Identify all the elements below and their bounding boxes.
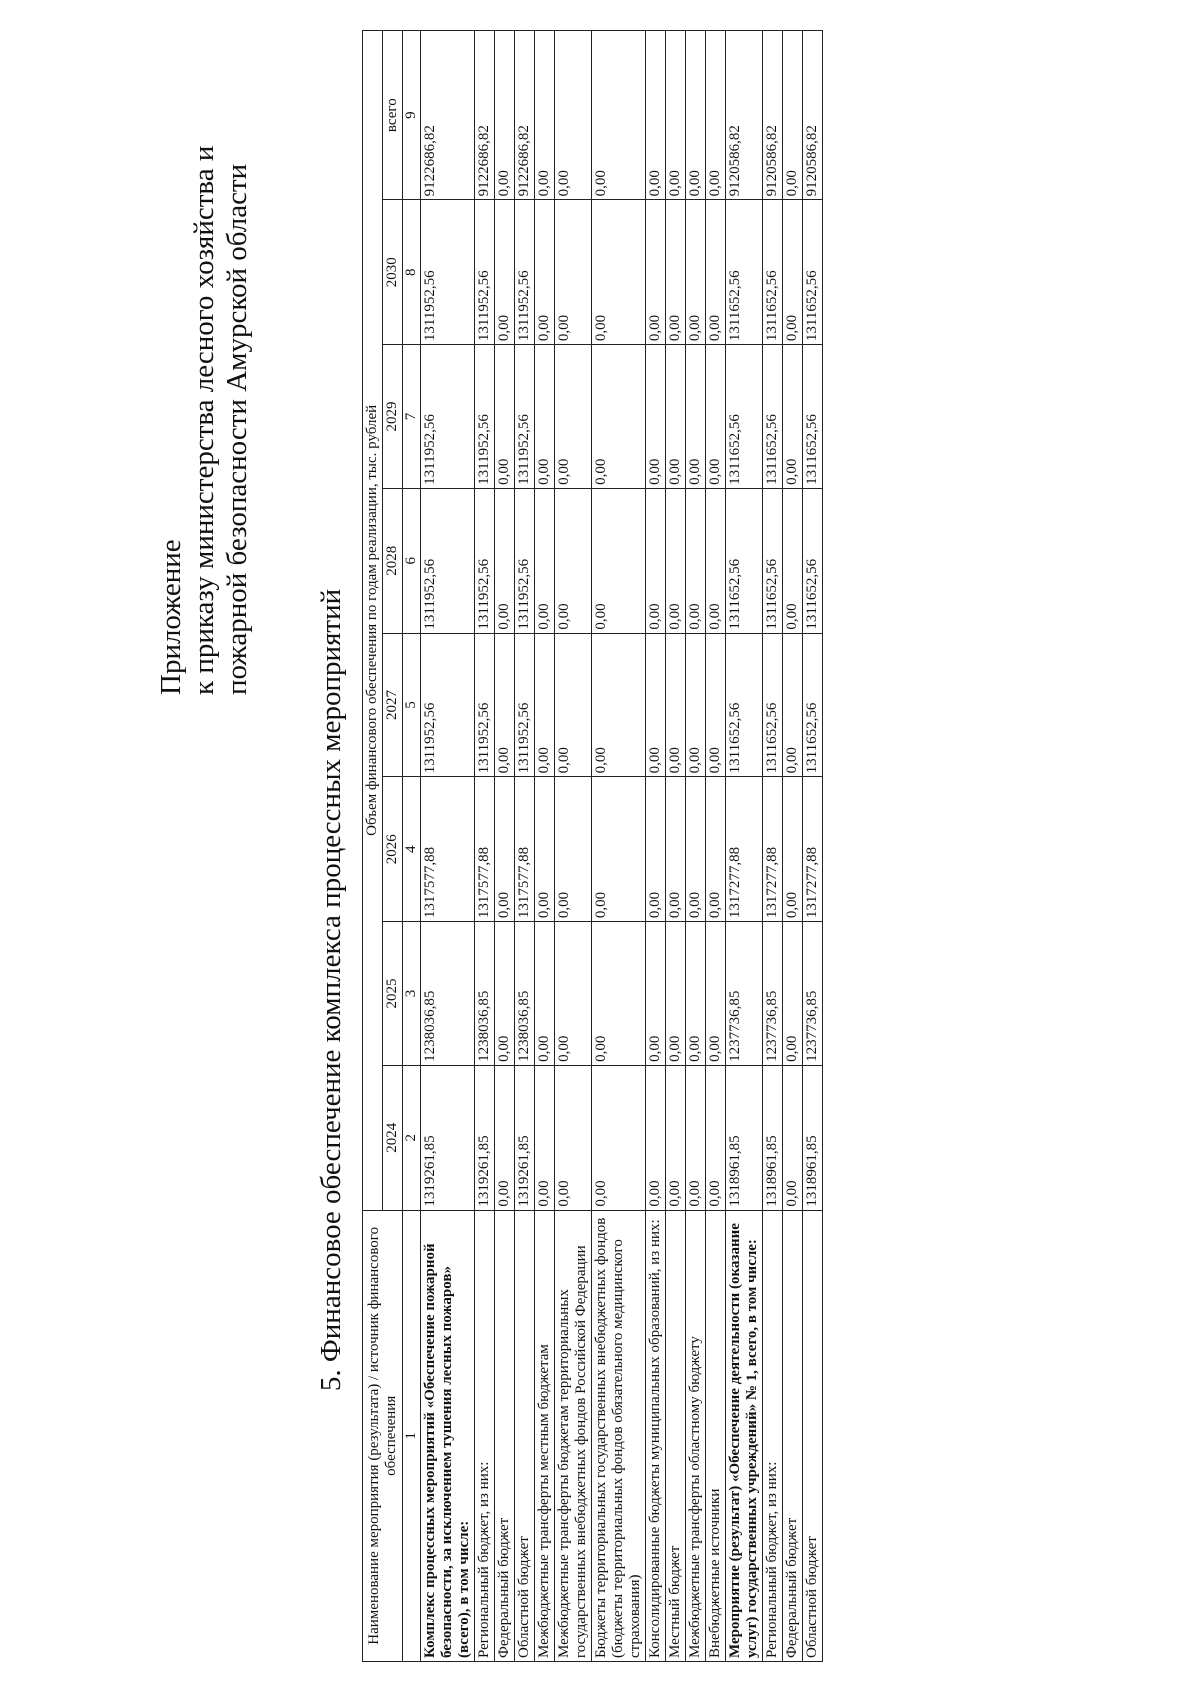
column-number: 2 [403, 1065, 421, 1210]
value-cell: 1311952,56 [475, 200, 495, 345]
column-number: 7 [403, 345, 421, 489]
table-row [706, 31, 726, 1662]
value-cell: 0,00 [783, 31, 803, 200]
value-cell: 0,00 [495, 488, 515, 633]
year-header: 2025 [383, 922, 403, 1066]
row-label: Местный бюджет [666, 1210, 686, 1661]
value-cell: 1311952,56 [515, 633, 535, 777]
value-cell: 0,00 [592, 488, 646, 633]
value-cell: 1311652,56 [726, 633, 763, 777]
value-cell: 1311952,56 [421, 633, 475, 777]
table-row [555, 31, 592, 1662]
table-row [666, 31, 686, 1662]
group-header: Объем финансового обеспечения по годам реализации, тыс. рублей [363, 31, 383, 1211]
value-cell: 0,00 [666, 31, 686, 200]
value-cell: 9120586,82 [803, 31, 823, 200]
value-cell: 0,00 [592, 633, 646, 777]
section-heading: 5. Финансовое обеспечение комплекса процессных мероприятий [315, 588, 347, 1392]
value-cell: 1311652,56 [726, 488, 763, 633]
value-cell: 1317577,88 [515, 777, 535, 922]
value-cell: 1311952,56 [515, 345, 535, 489]
column-number: 6 [403, 488, 421, 633]
value-cell: 0,00 [666, 777, 686, 922]
table-row [783, 31, 803, 1662]
value-cell: 0,00 [706, 633, 726, 777]
appendix-title: Приложение [155, 539, 187, 695]
value-cell: 0,00 [555, 31, 592, 200]
value-cell: 1311952,56 [515, 200, 535, 345]
value-cell: 0,00 [706, 1065, 726, 1210]
value-cell: 0,00 [592, 922, 646, 1066]
value-cell: 1311952,56 [515, 488, 535, 633]
column-number: 8 [403, 200, 421, 345]
value-cell: 0,00 [495, 633, 515, 777]
value-cell: 0,00 [646, 1065, 666, 1210]
value-cell: 1318961,85 [726, 1065, 763, 1210]
value-cell: 0,00 [666, 488, 686, 633]
row-label: Межбюджетные трансферты бюджетам территориальных государственных внебюджетных фондов Российской Федерации [555, 1210, 592, 1661]
name-header: Наименование мероприятия (результата) / источник финансового обеспечения [363, 1210, 403, 1661]
value-cell: 0,00 [555, 200, 592, 345]
value-cell: 9122686,82 [475, 31, 495, 200]
value-cell: 0,00 [783, 200, 803, 345]
appendix-ministry-line: пожарной безопасности Амурской области [221, 163, 253, 695]
value-cell: 0,00 [535, 200, 555, 345]
value-cell: 1311652,56 [726, 345, 763, 489]
value-cell: 0,00 [783, 633, 803, 777]
table-row [515, 31, 535, 1662]
column-number: 9 [403, 31, 421, 200]
value-cell: 0,00 [686, 1065, 706, 1210]
row-label: Федеральный бюджет [495, 1210, 515, 1661]
value-cell: 1311652,56 [803, 633, 823, 777]
value-cell: 1319261,85 [475, 1065, 495, 1210]
table-row [646, 31, 666, 1662]
value-cell: 0,00 [495, 777, 515, 922]
row-label: Мероприятие (результат) «Обеспечение деятельности (оказание услуг) государственных учреждений» № 1, всего, в том числе: [726, 1210, 763, 1661]
value-cell: 0,00 [706, 922, 726, 1066]
value-cell: 0,00 [592, 777, 646, 922]
value-cell: 9120586,82 [726, 31, 763, 200]
value-cell: 1311652,56 [763, 488, 783, 633]
value-cell: 0,00 [706, 345, 726, 489]
value-cell: 1311952,56 [475, 488, 495, 633]
value-cell: 0,00 [535, 922, 555, 1066]
row-label: Комплекс процессных мероприятий «Обеспечение пожарной безопасности, за исключением тушения лесных пожаров» (всего), в том числе: [421, 1210, 475, 1661]
year-header: 2028 [383, 488, 403, 633]
value-cell: 1311652,56 [763, 345, 783, 489]
value-cell: 0,00 [666, 922, 686, 1066]
value-cell: 0,00 [783, 777, 803, 922]
table-row [686, 31, 706, 1662]
value-cell: 0,00 [646, 777, 666, 922]
value-cell: 0,00 [535, 1065, 555, 1210]
value-cell: 9122686,82 [515, 31, 535, 200]
financing-table [362, 30, 823, 1662]
value-cell: 1319261,85 [421, 1065, 475, 1210]
year-header: всего [383, 31, 403, 200]
value-cell: 0,00 [783, 922, 803, 1066]
table-row [726, 31, 763, 1662]
column-number: 1 [403, 1210, 421, 1661]
value-cell: 0,00 [592, 31, 646, 200]
value-cell: 1317277,88 [803, 777, 823, 922]
value-cell: 0,00 [706, 488, 726, 633]
value-cell: 0,00 [646, 345, 666, 489]
value-cell: 1311952,56 [421, 488, 475, 633]
value-cell: 1238036,85 [515, 922, 535, 1066]
value-cell: 0,00 [686, 922, 706, 1066]
value-cell: 0,00 [686, 200, 706, 345]
value-cell: 0,00 [646, 200, 666, 345]
value-cell: 1311652,56 [763, 200, 783, 345]
value-cell: 0,00 [666, 345, 686, 489]
value-cell: 0,00 [666, 633, 686, 777]
row-label: Межбюджетные трансферты областному бюджету [686, 1210, 706, 1661]
value-cell: 1318961,85 [763, 1065, 783, 1210]
table-row [495, 31, 515, 1662]
value-cell: 1237736,85 [763, 922, 783, 1066]
value-cell: 1311652,56 [726, 200, 763, 345]
table-row [803, 31, 823, 1662]
value-cell: 0,00 [646, 633, 666, 777]
value-cell: 1311952,56 [475, 345, 495, 489]
value-cell: 1317277,88 [763, 777, 783, 922]
value-cell: 1317577,88 [421, 777, 475, 922]
value-cell: 0,00 [555, 1065, 592, 1210]
value-cell: 0,00 [646, 31, 666, 200]
row-label: Консолидированные бюджеты муниципальных образований, из них: [646, 1210, 666, 1661]
value-cell: 0,00 [495, 1065, 515, 1210]
value-cell: 0,00 [495, 922, 515, 1066]
value-cell: 0,00 [686, 488, 706, 633]
value-cell: 0,00 [535, 345, 555, 489]
value-cell: 0,00 [686, 777, 706, 922]
value-cell: 0,00 [666, 200, 686, 345]
value-cell: 0,00 [592, 1065, 646, 1210]
value-cell: 0,00 [646, 922, 666, 1066]
value-cell: 0,00 [646, 488, 666, 633]
value-cell: 0,00 [783, 345, 803, 489]
value-cell: 0,00 [666, 1065, 686, 1210]
year-header: 2030 [383, 200, 403, 345]
row-label: Бюджеты территориальных государственных внебюджетных фондов (бюджеты территориальных фондов обязательного медицинского страхования) [592, 1210, 646, 1661]
appendix-order-line: к приказу министерства лесного хозяйства и [188, 145, 220, 695]
value-cell: 1318961,85 [803, 1065, 823, 1210]
column-number: 3 [403, 922, 421, 1066]
year-header: 2029 [383, 345, 403, 489]
year-header: 2024 [383, 1065, 403, 1210]
value-cell: 1311652,56 [803, 345, 823, 489]
value-cell: 1317277,88 [726, 777, 763, 922]
row-label: Межбюджетные трансферты местным бюджетам [535, 1210, 555, 1661]
appendix-block [155, 135, 254, 695]
value-cell: 1311652,56 [803, 488, 823, 633]
value-cell: 0,00 [555, 922, 592, 1066]
value-cell: 0,00 [686, 345, 706, 489]
value-cell: 1319261,85 [515, 1065, 535, 1210]
column-number: 5 [403, 633, 421, 777]
value-cell: 0,00 [535, 777, 555, 922]
row-label: Областной бюджет [515, 1210, 535, 1661]
table-row [421, 31, 475, 1662]
value-cell: 1238036,85 [475, 922, 495, 1066]
value-cell: 9120586,82 [763, 31, 783, 200]
value-cell: 1311652,56 [803, 200, 823, 345]
value-cell: 0,00 [592, 345, 646, 489]
value-cell: 0,00 [535, 31, 555, 200]
row-label: Региональный бюджет, из них: [475, 1210, 495, 1661]
row-label: Областной бюджет [803, 1210, 823, 1661]
value-cell: 1237736,85 [803, 922, 823, 1066]
value-cell: 1238036,85 [421, 922, 475, 1066]
value-cell: 1237736,85 [726, 922, 763, 1066]
value-cell: 0,00 [555, 633, 592, 777]
value-cell: 0,00 [706, 200, 726, 345]
value-cell: 0,00 [495, 31, 515, 200]
value-cell: 0,00 [555, 345, 592, 489]
value-cell: 1311652,56 [763, 633, 783, 777]
value-cell: 0,00 [686, 633, 706, 777]
value-cell: 0,00 [783, 1065, 803, 1210]
row-label: Внебюджетные источники [706, 1210, 726, 1661]
value-cell: 1311952,56 [421, 200, 475, 345]
table-row [535, 31, 555, 1662]
value-cell: 1311952,56 [475, 633, 495, 777]
value-cell: 0,00 [535, 488, 555, 633]
value-cell: 0,00 [555, 777, 592, 922]
table-row [475, 31, 495, 1662]
value-cell: 9122686,82 [421, 31, 475, 200]
column-number: 4 [403, 777, 421, 922]
value-cell: 0,00 [495, 200, 515, 345]
value-cell: 0,00 [495, 345, 515, 489]
value-cell: 0,00 [555, 488, 592, 633]
value-cell: 0,00 [706, 777, 726, 922]
table-row [592, 31, 646, 1662]
value-cell: 1311952,56 [421, 345, 475, 489]
value-cell: 0,00 [706, 31, 726, 200]
year-header: 2026 [383, 777, 403, 922]
value-cell: 0,00 [592, 200, 646, 345]
value-cell: 0,00 [783, 488, 803, 633]
row-label: Федеральный бюджет [783, 1210, 803, 1661]
year-header: 2027 [383, 633, 403, 777]
table-row [763, 31, 783, 1662]
row-label: Региональный бюджет, из них: [763, 1210, 783, 1661]
value-cell: 0,00 [686, 31, 706, 200]
value-cell: 0,00 [535, 633, 555, 777]
value-cell: 1317577,88 [475, 777, 495, 922]
